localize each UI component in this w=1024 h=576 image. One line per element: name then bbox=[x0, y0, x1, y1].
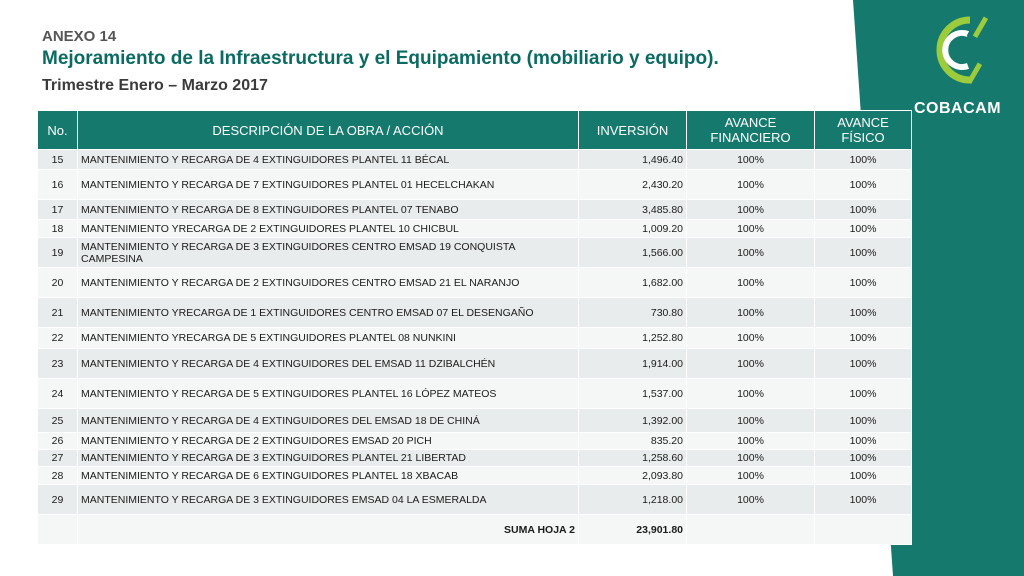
cell-financial: 100% bbox=[687, 150, 815, 170]
table-row bbox=[38, 379, 912, 409]
header-physical-progress: AVANCE FÍSICO bbox=[815, 111, 912, 150]
cell-financial: 100% bbox=[687, 450, 815, 467]
table-row bbox=[38, 238, 912, 268]
table-row bbox=[38, 170, 912, 200]
cell-physical: 100% bbox=[815, 268, 912, 298]
total-row bbox=[38, 515, 912, 545]
table-row bbox=[38, 409, 912, 433]
cell-financial: 100% bbox=[687, 467, 815, 485]
cell-financial: 100% bbox=[687, 485, 815, 515]
cell-description: MANTENIMIENTO YRECARGA DE 5 EXTINGUIDORES PLANTEL 08 NUNKINI bbox=[78, 328, 579, 349]
anexo-label: ANEXO 14 bbox=[42, 28, 117, 45]
cell-investment: 3,485.80 bbox=[579, 200, 687, 220]
cell-description: MANTENIMIENTO Y RECARGA DE 8 EXTINGUIDORES PLANTEL 07 TENABO bbox=[78, 200, 579, 220]
cell-description: MANTENIMIENTO Y RECARGA DE 6 EXTINGUIDORES PLANTEL 18 XBACAB bbox=[78, 467, 579, 485]
cell-financial: 100% bbox=[687, 200, 815, 220]
total-investment: 23,901.80 bbox=[579, 515, 687, 545]
cell-investment: 730.80 bbox=[579, 298, 687, 328]
cell-physical: 100% bbox=[815, 485, 912, 515]
cell-no: 18 bbox=[38, 220, 78, 238]
table-row bbox=[38, 485, 912, 515]
cell-physical: 100% bbox=[815, 433, 912, 450]
cell-financial: 100% bbox=[687, 328, 815, 349]
cell-investment: 1,537.00 bbox=[579, 379, 687, 409]
cell-no: 22 bbox=[38, 328, 78, 349]
cell-investment: 1,392.00 bbox=[579, 409, 687, 433]
cell-physical: 100% bbox=[815, 328, 912, 349]
cell-financial: 100% bbox=[687, 379, 815, 409]
cell-description: MANTENIMIENTO Y RECARGA DE 4 EXTINGUIDORES PLANTEL 11 BÉCAL bbox=[78, 150, 579, 170]
cell-financial: 100% bbox=[687, 220, 815, 238]
cell-financial: 100% bbox=[687, 433, 815, 450]
header-financial-progress: AVANCE FINANCIERO bbox=[687, 111, 815, 150]
cell-description: MANTENIMIENTO Y RECARGA DE 2 EXTINGUIDORES CENTRO EMSAD 21 EL NARANJO bbox=[78, 268, 579, 298]
cell-description: MANTENIMIENTO YRECARGA DE 1 EXTINGUIDORES CENTRO EMSAD 07 EL DESENGAÑO bbox=[78, 298, 579, 328]
table-row bbox=[38, 450, 912, 467]
cell-investment: 2,093.80 bbox=[579, 467, 687, 485]
total-empty-cell bbox=[38, 515, 78, 545]
cell-description: MANTENIMIENTO Y RECARGA DE 7 EXTINGUIDORES PLANTEL 01 HECELCHAKAN bbox=[78, 170, 579, 200]
table-header-row bbox=[38, 111, 912, 150]
table-row bbox=[38, 349, 912, 379]
cell-physical: 100% bbox=[815, 379, 912, 409]
cell-no: 26 bbox=[38, 433, 78, 450]
table-row bbox=[38, 200, 912, 220]
cell-investment: 1,252.80 bbox=[579, 328, 687, 349]
table-row bbox=[38, 150, 912, 170]
cell-financial: 100% bbox=[687, 409, 815, 433]
cobacam-logo-icon bbox=[932, 14, 996, 86]
cell-description: MANTENIMIENTO Y RECARGA DE 5 EXTINGUIDORES PLANTEL 16 LÓPEZ MATEOS bbox=[78, 379, 579, 409]
total-empty-cell bbox=[687, 515, 815, 545]
cell-physical: 100% bbox=[815, 220, 912, 238]
page-header bbox=[42, 28, 719, 96]
cell-physical: 100% bbox=[815, 238, 912, 268]
cell-physical: 100% bbox=[815, 450, 912, 467]
cell-investment: 1,914.00 bbox=[579, 349, 687, 379]
cell-investment: 2,430.20 bbox=[579, 170, 687, 200]
table-row bbox=[38, 220, 912, 238]
cobacam-logo bbox=[908, 14, 1024, 124]
page-title: Mejoramiento de la Infraestructura y el Equipamiento (mobiliario y equipo). bbox=[42, 48, 719, 69]
header-investment: INVERSIÓN bbox=[579, 111, 687, 150]
cell-financial: 100% bbox=[687, 268, 815, 298]
table-row bbox=[38, 433, 912, 450]
cell-physical: 100% bbox=[815, 200, 912, 220]
total-label: SUMA HOJA 2 bbox=[78, 515, 579, 545]
cell-physical: 100% bbox=[815, 150, 912, 170]
cell-no: 20 bbox=[38, 268, 78, 298]
cell-no: 28 bbox=[38, 467, 78, 485]
works-table bbox=[37, 110, 912, 545]
cell-physical: 100% bbox=[815, 409, 912, 433]
cell-description: MANTENIMIENTO Y RECARGA DE 3 EXTINGUIDORES PLANTEL 21 LIBERTAD bbox=[78, 450, 579, 467]
table-row bbox=[38, 328, 912, 349]
header-description: DESCRIPCIÓN DE LA OBRA / ACCIÓN bbox=[78, 111, 579, 150]
cell-investment: 1,218.00 bbox=[579, 485, 687, 515]
cell-investment: 1,496.40 bbox=[579, 150, 687, 170]
table-row bbox=[38, 467, 912, 485]
header-no: No. bbox=[38, 111, 78, 150]
cell-description: MANTENIMIENTO Y RECARGA DE 3 EXTINGUIDORES EMSAD 04 LA ESMERALDA bbox=[78, 485, 579, 515]
cell-no: 21 bbox=[38, 298, 78, 328]
cell-financial: 100% bbox=[687, 170, 815, 200]
cell-financial: 100% bbox=[687, 349, 815, 379]
cell-no: 24 bbox=[38, 379, 78, 409]
cell-description: MANTENIMIENTO YRECARGA DE 2 EXTINGUIDORES PLANTEL 10 CHICBUL bbox=[78, 220, 579, 238]
cell-description: MANTENIMIENTO Y RECARGA DE 4 EXTINGUIDORES DEL EMSAD 11 DZIBALCHÉN bbox=[78, 349, 579, 379]
cell-investment: 1,258.60 bbox=[579, 450, 687, 467]
cell-no: 23 bbox=[38, 349, 78, 379]
cell-physical: 100% bbox=[815, 467, 912, 485]
cell-investment: 1,009.20 bbox=[579, 220, 687, 238]
cell-physical: 100% bbox=[815, 298, 912, 328]
cell-no: 19 bbox=[38, 238, 78, 268]
cell-investment: 1,682.00 bbox=[579, 268, 687, 298]
cell-physical: 100% bbox=[815, 349, 912, 379]
total-empty-cell bbox=[815, 515, 912, 545]
cell-no: 29 bbox=[38, 485, 78, 515]
cell-no: 27 bbox=[38, 450, 78, 467]
cell-description: MANTENIMIENTO Y RECARGA DE 3 EXTINGUIDORES CENTRO EMSAD 19 CONQUISTA CAMPESINA bbox=[78, 238, 579, 268]
cell-no: 25 bbox=[38, 409, 78, 433]
cell-no: 16 bbox=[38, 170, 78, 200]
page-subtitle: Trimestre Enero – Marzo 2017 bbox=[42, 77, 268, 94]
cell-no: 15 bbox=[38, 150, 78, 170]
cell-description: MANTENIMIENTO Y RECARGA DE 4 EXTINGUIDORES DEL EMSAD 18 DE CHINÁ bbox=[78, 409, 579, 433]
cell-financial: 100% bbox=[687, 238, 815, 268]
cell-physical: 100% bbox=[815, 170, 912, 200]
logo-text: COBACAM bbox=[914, 100, 1002, 117]
table-row bbox=[38, 268, 912, 298]
cell-no: 17 bbox=[38, 200, 78, 220]
cell-investment: 1,566.00 bbox=[579, 238, 687, 268]
cell-investment: 835.20 bbox=[579, 433, 687, 450]
cell-description: MANTENIMIENTO Y RECARGA DE 2 EXTINGUIDORES EMSAD 20 PICH bbox=[78, 433, 579, 450]
cell-financial: 100% bbox=[687, 298, 815, 328]
table-row bbox=[38, 298, 912, 328]
